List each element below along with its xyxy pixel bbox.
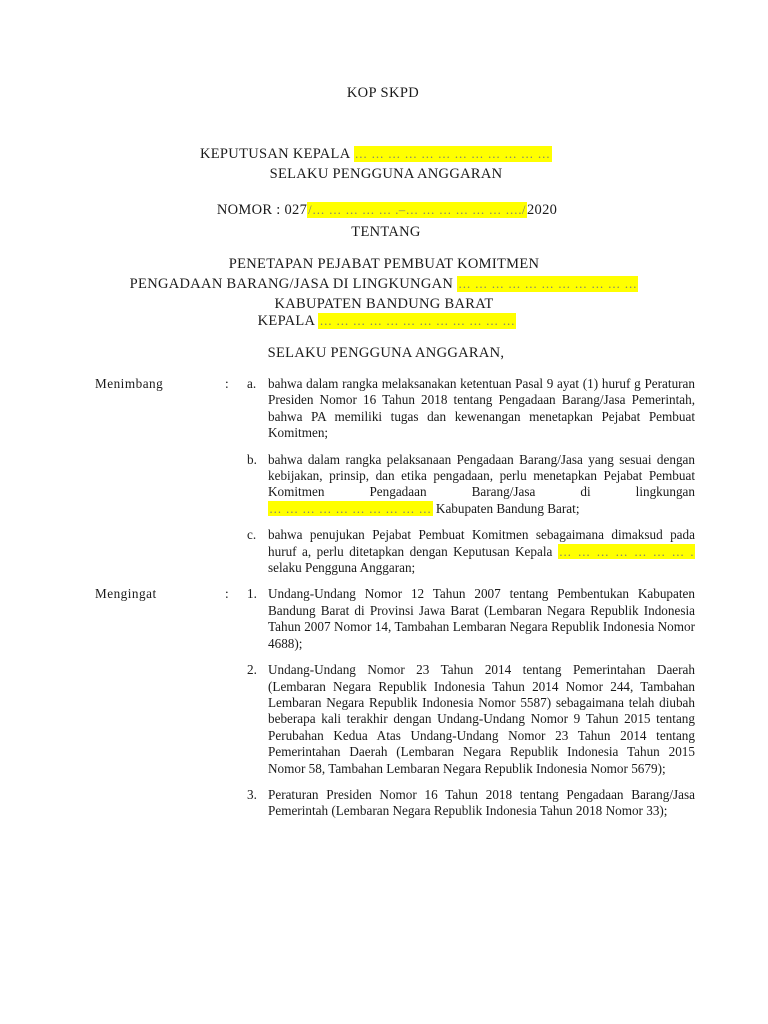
menimbang-text-c-before: bahwa penujukan Pejabat Pembuat Komitmen sebagaimana dimaksud pada huruf a, perlu ditetapkan dengan Keputusan Kepala: [268, 527, 695, 559]
kop-header: KOP SKPD: [346, 85, 420, 101]
menimbang-colon: :: [225, 376, 229, 391]
masthead-block: [76, 144, 692, 184]
menimbang-group: [95, 376, 695, 576]
menimbang-item-c: [95, 527, 695, 576]
nomor-year: 2020: [526, 202, 558, 218]
menimbang-b-blank-highlight: [268, 501, 433, 516]
mengingat-text-1: Undang-Undang Nomor 12 Tahun 2007 tentang Pembentukan Kabupaten Bandung Barat di Provinsi Jawa Barat (Lembaran Negara Republik Indonesia Tahun 2007 Nomor 14, Tambahan Lembaran Negara Republik Indonesia Nomor 4688);: [268, 586, 695, 651]
menimbang-item-a: [95, 376, 695, 442]
menimbang-text-b: [268, 452, 695, 518]
menimbang-text-c-after: selaku Pengguna Anggaran;: [268, 560, 416, 576]
mengingat-marker-1: 1.: [247, 586, 257, 602]
subject-line-2: [76, 274, 692, 294]
menimbang-marker-a: a.: [247, 376, 257, 391]
mengingat-text-3: Peraturan Presiden Nomor 16 Tahun 2018 tentang Pengadaan Barang/Jasa Pemerintah (Lembaran Negara Republik Indonesia Tahun 2018 Nomor 33);: [268, 786, 695, 819]
menimbang-marker-b: b.: [247, 451, 257, 467]
subject-block: [76, 254, 692, 314]
menimbang-c-blank-highlight: [558, 544, 695, 559]
masthead-keputusan-kepala-blank-highlight: [354, 146, 552, 162]
mengingat-item-2: [95, 662, 695, 777]
nomor-blank-dots: /… … … … … .–… … … … … … …./: [308, 203, 526, 217]
nomor-blank-highlight: [307, 202, 527, 218]
mengingat-colon: :: [225, 586, 229, 602]
kepala-line: [76, 313, 692, 330]
masthead-line-selaku-pengguna-anggaran: SELAKU PENGGUNA ANGGARAN: [269, 166, 503, 182]
mengingat-text-2: Undang-Undang Nomor 23 Tahun 2014 tentang Pemerintahan Daerah (Lembaran Negara Republik Indonesia Tahun 2014 Nomor 244, Tambahan Lembaran Negara Republik Indonesia Nomor 5587) sebagaimana telah diubah beberapa kali terakhir dengan Undang-Undang Nomor 9 Tahun 2015 tentang Perubahan Kedua Atas Undang-Undang Nomor 23 Tahun 2014 tentang Pemerintahan Daerah (Lembaran Negara Republik Indonesia Tahun 2015 Nomor 58, Tambahan Lembaran Negara Republik Indonesia Nomor 5679);: [268, 662, 695, 776]
kepala-blank-highlight: [318, 313, 516, 329]
mengingat-group: [95, 586, 695, 819]
subject-line-3: KABUPATEN BANDUNG BARAT: [274, 296, 494, 312]
clauses-section: [95, 376, 695, 820]
menimbang-marker-c: c.: [247, 527, 257, 543]
subject-blank-dots: … … … … … … … … … … …: [458, 277, 638, 291]
nomor-prefix: NOMOR : 027: [216, 202, 308, 218]
masthead-line-keputusan-kepala: [76, 144, 692, 164]
mengingat-item-1: [95, 586, 695, 652]
tentang-label: TENTANG: [351, 224, 421, 240]
mengingat-marker-3: 3.: [247, 786, 257, 802]
subject-blank-highlight: [457, 276, 638, 292]
menimbang-item-b: [95, 452, 695, 518]
menimbang-text-c: [268, 527, 695, 576]
menimbang-b-blank-dots: … … … … … … … … … …: [269, 501, 432, 516]
menimbang-label: Menimbang: [95, 376, 164, 391]
kepala-blank-dots: … … … … … … … … … … … …: [319, 314, 516, 328]
menimbang-c-blank-dots: … … … … … … … .: [558, 544, 695, 559]
nomor-line: [76, 202, 692, 219]
subject-line-2-text: PENGADAAN BARANG/JASA DI LINGKUNGAN: [129, 276, 458, 292]
masthead-blank-dots: … … … … … … … … … … … …: [354, 147, 551, 161]
masthead-keputusan-kepala-label: KEPUTUSAN KEPALA: [200, 146, 354, 162]
kepala-label: KEPALA: [257, 313, 319, 329]
selaku-pengguna-anggaran-line: SELAKU PENGGUNA ANGGARAN,: [267, 345, 505, 361]
subject-line-1: PENETAPAN PEJABAT PEMBUAT KOMITMEN: [228, 256, 540, 272]
mengingat-marker-2: 2.: [247, 662, 257, 678]
mengingat-label: Mengingat: [95, 586, 157, 602]
menimbang-text-b-after: Kabupaten Bandung Barat;: [432, 500, 580, 516]
menimbang-text-a: bahwa dalam rangka melaksanakan ketentuan Pasal 9 ayat (1) huruf g Peraturan Presiden Nomor 16 Tahun 2018 tentang Pengadaan Barang/Jasa Pemerintah, bahwa PA memiliki tugas dan kewenangan menetapkan Pejabat Pembuat Komitmen;: [268, 376, 695, 441]
menimbang-text-b-before: bahwa dalam rangka pelaksanaan Pengadaan Barang/Jasa yang sesuai dengan kebijakan, prinsip, dan etika pengadaan, perlu menetapkan Pejabat Pembuat Komitmen Pengadaan Barang/Jasa di lingkungan: [268, 451, 695, 500]
mengingat-item-3: [95, 787, 695, 820]
